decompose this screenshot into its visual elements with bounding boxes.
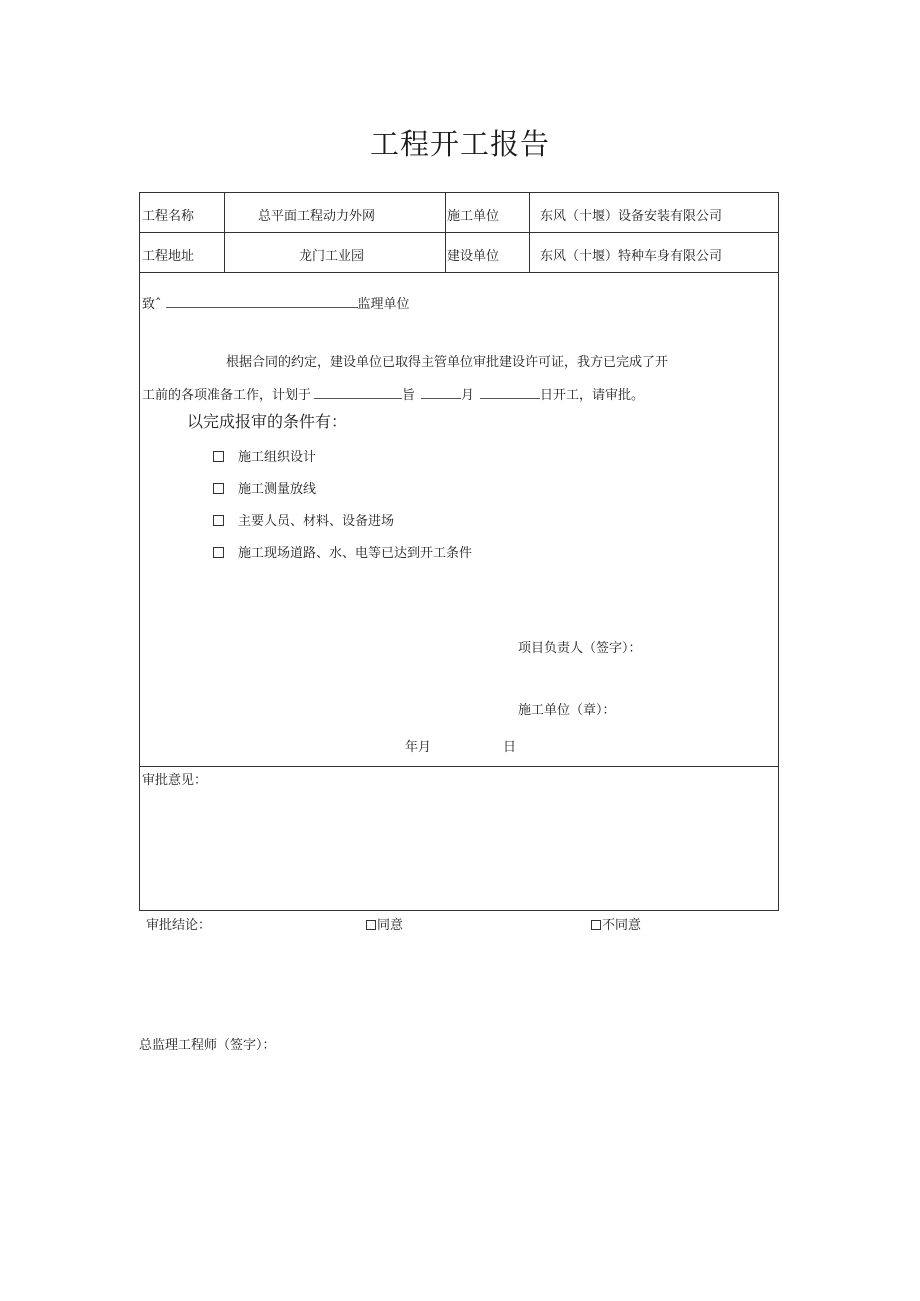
disagree-label: 不同意 [602, 918, 642, 933]
checkbox[interactable] [213, 483, 224, 494]
start-year-blank[interactable] [314, 386, 402, 399]
col-divider [529, 193, 530, 272]
col-divider [224, 193, 225, 272]
disagree-option[interactable] [591, 914, 641, 933]
condition-label: 主要人员、材料、设备进场 [238, 514, 395, 529]
condition-label: 施工组织设计 [238, 450, 317, 465]
addressee-blank[interactable] [166, 295, 358, 308]
project-name-label: 工程名称 [142, 209, 195, 224]
condition-item [213, 478, 316, 497]
agree-option[interactable] [366, 914, 403, 933]
col-divider [445, 193, 446, 272]
address-label: 工程地址 [142, 249, 195, 264]
paragraph-line-2c: 月 [461, 388, 475, 403]
condition-label: 施工现场道路、水、电等已达到开工条件 [238, 546, 473, 561]
report-form [139, 192, 779, 911]
condition-item [213, 446, 316, 465]
paragraph-line-1: 根据合同的约定，建设单位已取得主管单位审批建设许可证，我方已完成了开 [226, 355, 669, 370]
row-divider [140, 272, 778, 273]
checkbox[interactable] [213, 451, 224, 462]
addressee-line [142, 293, 410, 312]
owner-label: 建设单位 [447, 249, 500, 264]
paragraph-line-2a: 工前的各项准备工作，计划于 [142, 388, 312, 403]
agree-checkbox[interactable] [366, 920, 376, 930]
approval-conclusion-label: 审批结论： [146, 918, 212, 933]
start-day-blank[interactable] [480, 386, 540, 399]
contractor-label: 施工单位 [447, 209, 500, 224]
project-name-value: 总平面工程动力外网 [258, 209, 376, 224]
checkbox[interactable] [213, 515, 224, 526]
row-divider [140, 232, 778, 233]
paragraph-line-2d: 日开工，请审批。 [540, 388, 645, 403]
address-value: 龙门工业园 [299, 249, 365, 264]
addressee-prefix: 致ˆ [142, 297, 162, 312]
manager-signature: 项目负责人（签字）： [518, 641, 642, 656]
paragraph-line-2b: 旨 [402, 388, 416, 403]
conditions-heading: 以完成报审的条件有： [187, 412, 348, 431]
approval-opinion-label: 审批意见： [142, 773, 208, 788]
addressee-suffix: 监理单位 [357, 297, 410, 312]
disagree-checkbox[interactable] [591, 920, 601, 930]
date-day: 日 [503, 740, 517, 755]
condition-item [213, 510, 394, 529]
row-divider [140, 766, 778, 767]
contractor-value: 东风（十堰）设备安装有限公司 [540, 209, 723, 224]
chief-engineer-signature: 总监理工程师（签字）： [139, 1038, 276, 1053]
date-year-month: 年月 [405, 740, 432, 755]
owner-value: 东风（十堰）特种车身有限公司 [540, 249, 723, 264]
checkbox[interactable] [213, 547, 224, 558]
paragraph-line-2 [142, 384, 644, 403]
approval-opinion-area[interactable] [140, 787, 778, 907]
agree-label: 同意 [377, 918, 404, 933]
contractor-seal: 施工单位（章）： [518, 703, 616, 718]
page-title: 工程开工报告 [369, 127, 550, 161]
condition-item [213, 542, 472, 561]
start-month-blank[interactable] [421, 386, 461, 399]
condition-label: 施工测量放线 [238, 482, 317, 497]
